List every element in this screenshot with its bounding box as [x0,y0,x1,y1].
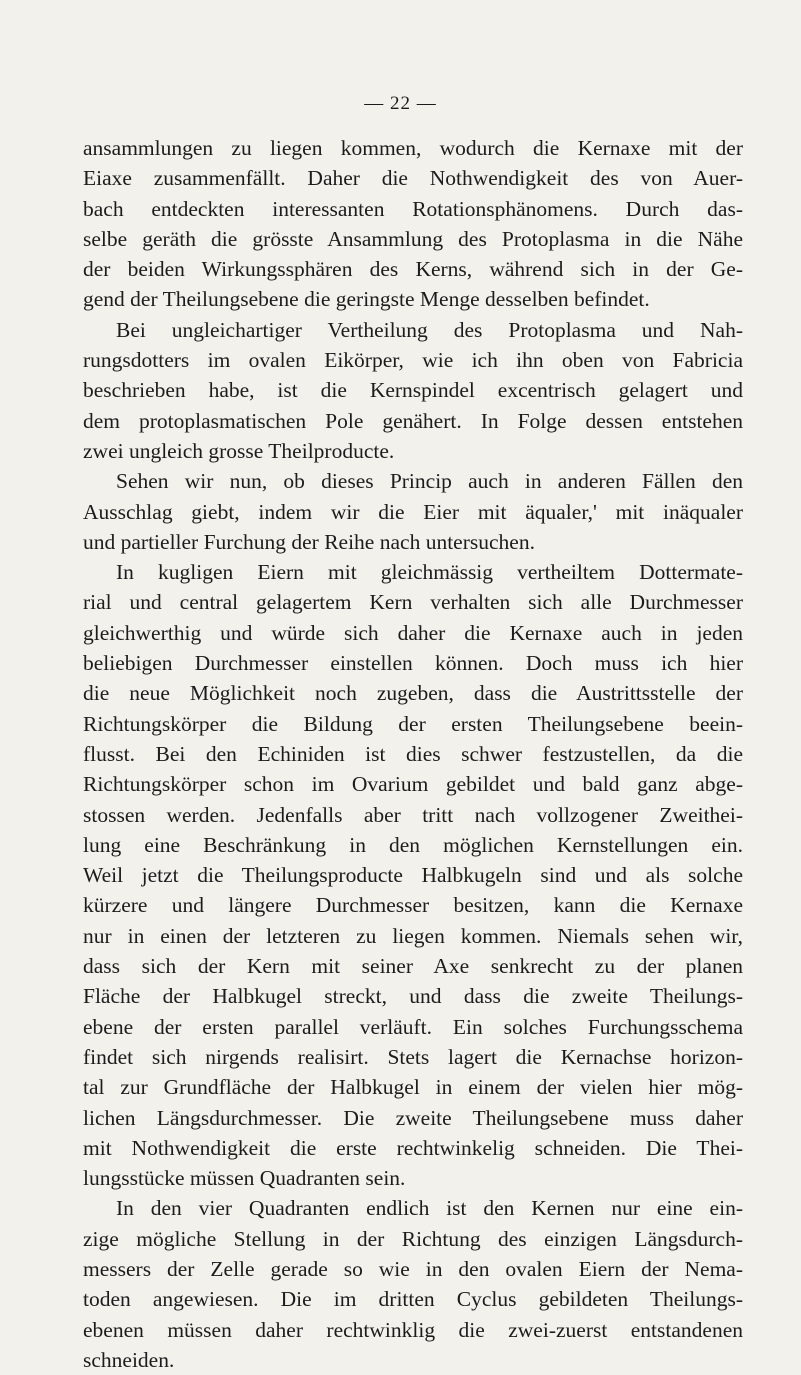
text-line: messers der Zelle gerade so wie in den ovalen Eiern der Nema- [83,1256,743,1281]
text-line: Ausschlag giebt, indem wir die Eier mit äqualer,' mit inäqualer [83,499,743,524]
text-line: Richtungskörper schon im Ovarium gebildet und bald ganz abge- [83,772,743,797]
text-line: ansammlungen zu liegen kommen, wodurch die Kernaxe mit der [83,136,743,160]
text-line: nur in einen der letzteren zu liegen kommen. Niemals sehen wir, [83,923,743,948]
text-line: rial und central gelagertem Kern verhalten sich alle Durchmesser [83,590,743,615]
text-line: Weil jetzt die Theilungsproducte Halbkugeln sind und als solche [83,863,743,888]
body-text [83,133,743,1375]
text-line: zwei ungleich grosse Theilproducte. [83,438,395,463]
text-line: Bei ungleichartiger Vertheilung des Protoplasma und Nah- [116,317,743,342]
text-line: und partieller Furchung der Reihe nach untersuchen. [83,529,535,554]
text-line: bach entdeckten interessanten Rotationsphänomens. Durch das- [83,196,743,221]
text-line: ebenen müssen daher rechtwinklig die zwei-zuerst entstandenen [83,1317,743,1342]
text-line: gend der Theilungsebene die geringste Menge desselben befindet. [83,287,650,312]
text-line: toden angewiesen. Die im dritten Cyclus gebildeten Theilungs- [83,1287,743,1312]
text-line: mit Nothwendigkeit die erste rechtwinkelig schneiden. Die Thei- [83,1135,743,1160]
text-line: Richtungskörper die Bildung der ersten Theilungsebene beein- [83,711,743,736]
text-line: lichen Längsdurchmesser. Die zweite Theilungsebene muss daher [83,1105,743,1130]
text-line: dem protoplasmatischen Pole genähert. In Folge dessen entstehen [83,408,743,433]
text-line: dass sich der Kern mit seiner Axe senkrecht zu der planen [83,954,743,979]
text-line: tal zur Grundfläche der Halbkugel in einem der vielen hier mög- [83,1075,743,1100]
text-line: stossen werden. Jedenfalls aber tritt nach vollzogener Zweithei- [83,802,743,827]
text-line: findet sich nirgends realisirt. Stets lagert die Kernachse horizon- [83,1044,743,1069]
text-line: ebene der ersten parallel verläuft. Ein solches Furchungsschema [83,1014,743,1039]
text-line: Sehen wir nun, ob dieses Princip auch in anderen Fällen den [116,469,743,494]
text-line: beliebigen Durchmesser einstellen können. Doch muss ich hier [83,651,743,676]
text-line: lungsstücke müssen Quadranten sein. [83,1166,406,1191]
text-line: zige mögliche Stellung in der Richtung des einzigen Längsdurch- [83,1226,743,1251]
text-line: Fläche der Halbkugel streckt, und dass die zweite Theilungs- [83,984,743,1009]
text-line: der beiden Wirkungssphären des Kerns, während sich in der Ge- [83,257,743,282]
text-line: In kugligen Eiern mit gleichmässig vertheiltem Dottermate- [116,560,743,585]
text-line: schneiden. [83,1347,175,1372]
text-line: gleichwerthig und würde sich daher die Kernaxe auch in jeden [83,620,743,645]
text-line: flusst. Bei den Echiniden ist dies schwer festzustellen, da die [83,741,743,766]
text-line: kürzere und längere Durchmesser besitzen, kann die Kernaxe [83,893,743,918]
text-line: selbe geräth die grösste Ansammlung des Protoplasma in die Nähe [83,226,743,251]
text-line: lung eine Beschränkung in den möglichen Kernstellungen ein. [83,832,743,857]
text-line: rungsdotters im ovalen Eikörper, wie ich ihn oben von Fabricia [83,348,743,373]
text-line: In den vier Quadranten endlich ist den Kernen nur eine ein- [116,1196,743,1221]
text-line: die neue Möglichkeit noch zugeben, dass die Austrittsstelle der [83,681,743,706]
text-line: Eiaxe zusammenfällt. Daher die Nothwendigkeit des von Auer- [83,166,743,191]
page-number: — 22 — [364,93,437,114]
text-line: beschrieben habe, ist die Kernspindel excentrisch gelagert und [83,378,743,403]
